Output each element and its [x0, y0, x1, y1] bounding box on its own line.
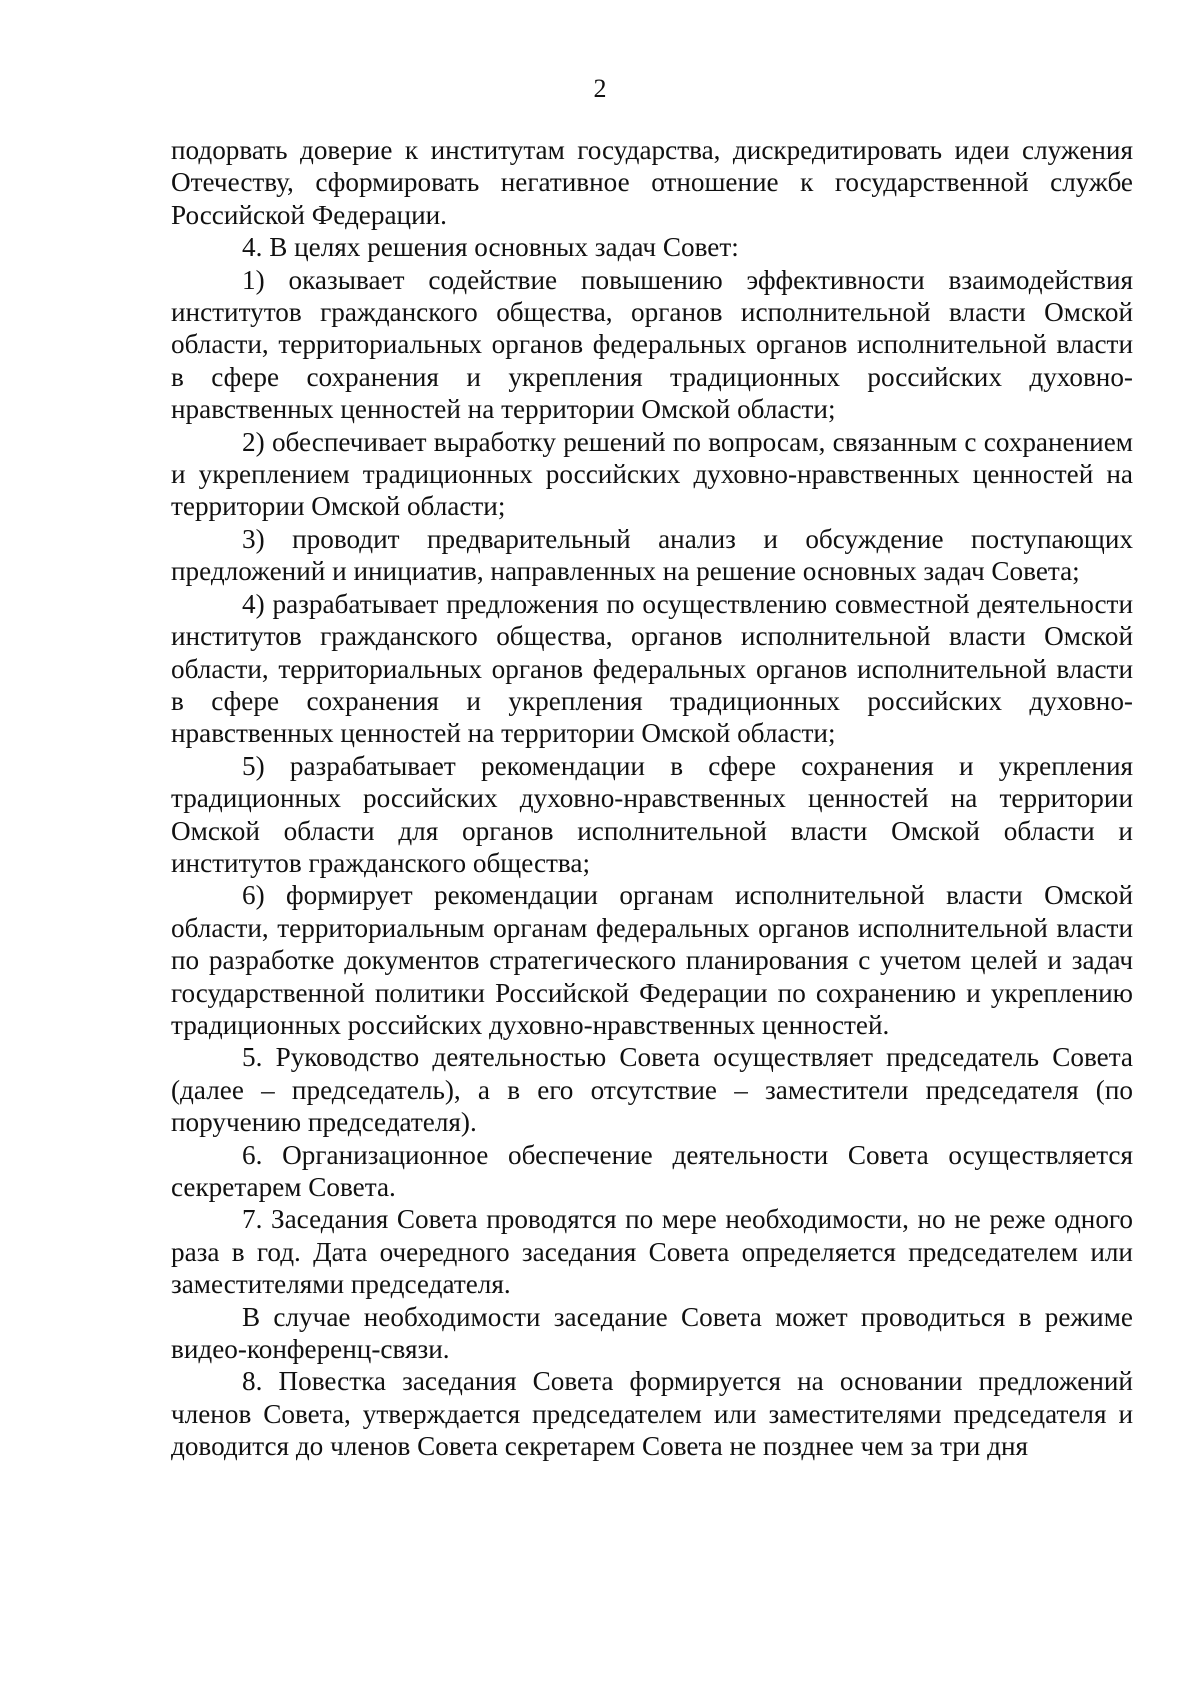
- page-number: 2: [593, 74, 607, 103]
- paragraph-item-4: 4. В целях решения основных задач Совет:: [242, 232, 739, 263]
- subitem-3: 3) проводит предварительный анализ и обсуждение поступающих предложений и инициатив, направленных на решение основных задач Совета;: [171, 523, 1133, 587]
- subitem-5: 5) разрабатывает рекомендации в сфере сохранения и укрепления традиционных российских духовно-нравственных ценностей на территории Омской области для органов исполнительной власти Омской области и институтов гражданского общества;: [171, 750, 1133, 878]
- paragraph-item-6: 6. Организационное обеспечение деятельности Совета осуществляется секретарем Совета.: [171, 1139, 1133, 1202]
- paragraph-item-7: 7. Заседания Совета проводятся по мере необходимости, но не реже одного раза в год. Дата очередного заседания Совета определяется председателем или заместителями председателя.: [171, 1204, 1133, 1300]
- paragraph-item-7-continuation: В случае необходимости заседание Совета может проводиться в режиме видео-конференц-связи.: [171, 1301, 1133, 1365]
- paragraph-item-8: 8. Повестка заседания Совета формируется на основании предложений членов Совета, утверждается председателем или заместителями председателя и доводится до членов Совета секретарем Совета не позднее чем за три дня: [171, 1366, 1133, 1462]
- paragraph-continuation: подорвать доверие к институтам государства, дискредитировать идеи служения Отечеству, сформировать негативное отношение к государственной службе Российской Федерации.: [171, 135, 1133, 230]
- subitem-2: 2) обеспечивает выработку решений по вопросам, связанным с сохранением и укреплением традиционных российских духовно-нравственных ценностей на территории Омской области;: [171, 426, 1133, 522]
- subitem-1: 1) оказывает содействие повышению эффективности взаимодействия институтов гражданского общества, органов исполнительной власти Омской области, территориальных органов федеральных органов исполнительной власти в сфере сохранения и укрепления традиционных российских духовно-нравственных ценностей на территории Омской области;: [171, 264, 1133, 425]
- paragraph-item-5: 5. Руководство деятельностью Совета осуществляет председатель Совета (далее – председатель), а в его отсутствие – заместители председателя (по поручению председателя).: [171, 1042, 1133, 1138]
- subitem-4: 4) разрабатывает предложения по осуществлению совместной деятельности институтов гражданского общества, органов исполнительной власти Омской области, территориальных органов федеральных органов исполнительной власти в сфере сохранения и укрепления традиционных российских духовно-нравственных ценностей на территории Омской области;: [171, 588, 1133, 749]
- document-body: [171, 134, 1133, 1463]
- subitem-6: 6) формирует рекомендации органам исполнительной власти Омской области, территориальным органам федеральных органов исполнительной власти по разработке документов стратегического планирования с учетом целей и задач государственной политики Российской Федерации по сохранению и укреплению традиционных российских духовно-нравственных ценностей.: [171, 880, 1133, 1040]
